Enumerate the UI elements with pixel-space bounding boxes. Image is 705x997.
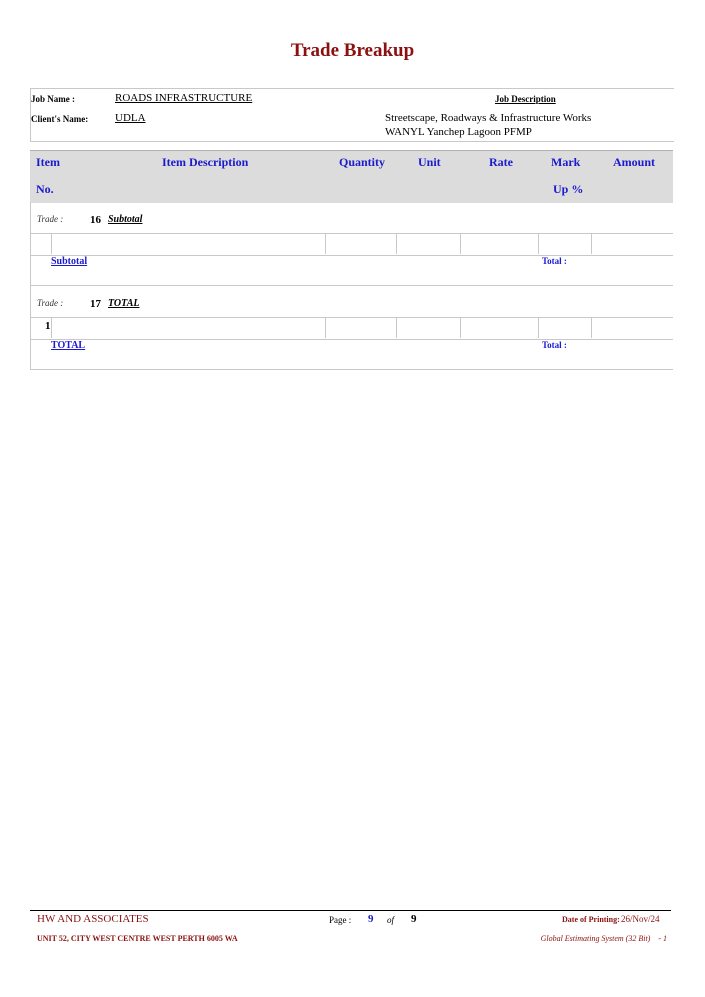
trade-total-label: Total : <box>542 256 567 266</box>
job-name-value: ROADS INFRASTRUCTURE <box>115 92 253 104</box>
col-description: Item Description <box>162 155 249 169</box>
client-name-value: UDLA <box>115 112 146 124</box>
footer-rule <box>30 910 671 911</box>
col-item: Item <box>36 155 60 169</box>
table-left-border <box>30 202 31 370</box>
job-description-line2: WANYL Yanchep Lagoon PFMP <box>385 126 532 138</box>
col-markup: Mark <box>551 155 581 169</box>
footer-page-total: 9 <box>411 913 417 925</box>
row-divider <box>51 233 52 254</box>
trade-subtotal-link[interactable]: Subtotal <box>51 256 88 267</box>
footer-page-number: 9 <box>368 913 374 925</box>
trade-label: Trade : <box>37 298 64 308</box>
trade-number: 16 <box>90 214 101 226</box>
col-quantity: Quantity <box>339 155 386 169</box>
col-item-no: No. <box>36 182 54 196</box>
row-divider <box>325 233 326 254</box>
job-name-label: Job Name : <box>31 94 75 104</box>
table-row <box>30 233 673 256</box>
job-description-line1: Streetscape, Roadways & Infrastructure Works <box>385 112 592 124</box>
col-markup-pct: Up % <box>553 182 584 196</box>
footer-system: Global Estimating System (32 Bit) - 1 <box>540 934 667 943</box>
row-item-no: 1 <box>45 320 51 332</box>
row-divider <box>396 317 397 338</box>
row-divider <box>460 317 461 338</box>
trade-number: 17 <box>90 298 101 310</box>
table-row <box>30 317 673 340</box>
job-description-label: Job Description <box>495 94 556 104</box>
col-rate: Rate <box>489 155 513 169</box>
row-divider <box>538 233 539 254</box>
row-divider <box>396 233 397 254</box>
footer-company: HW AND ASSOCIATES <box>37 913 149 925</box>
page-title: Trade Breakup <box>290 40 415 61</box>
row-divider <box>51 317 52 338</box>
client-name-label: Client's Name: <box>31 114 89 124</box>
footer-date-label: Date of Printing: <box>562 915 620 924</box>
trade-label: Trade : <box>37 214 64 224</box>
row-divider <box>591 233 592 254</box>
trade-name: Subtotal <box>108 214 143 225</box>
row-divider <box>325 317 326 338</box>
footer-date: 26/Nov/24 <box>621 914 660 924</box>
footer-page-label: Page : <box>329 915 352 925</box>
col-amount: Amount <box>613 155 656 169</box>
trade-total-label: Total : <box>542 340 567 350</box>
trade-total-link[interactable]: TOTAL <box>51 340 86 351</box>
trade-name: TOTAL <box>108 298 140 309</box>
footer-address: UNIT 52, CITY WEST CENTRE WEST PERTH 6005 WA <box>37 934 238 943</box>
table-bottom-border <box>30 369 673 370</box>
row-divider <box>591 317 592 338</box>
row-divider <box>538 317 539 338</box>
row-divider <box>460 233 461 254</box>
col-unit: Unit <box>418 155 441 169</box>
footer-of-label: of <box>387 915 395 925</box>
trade-separator <box>30 285 673 286</box>
